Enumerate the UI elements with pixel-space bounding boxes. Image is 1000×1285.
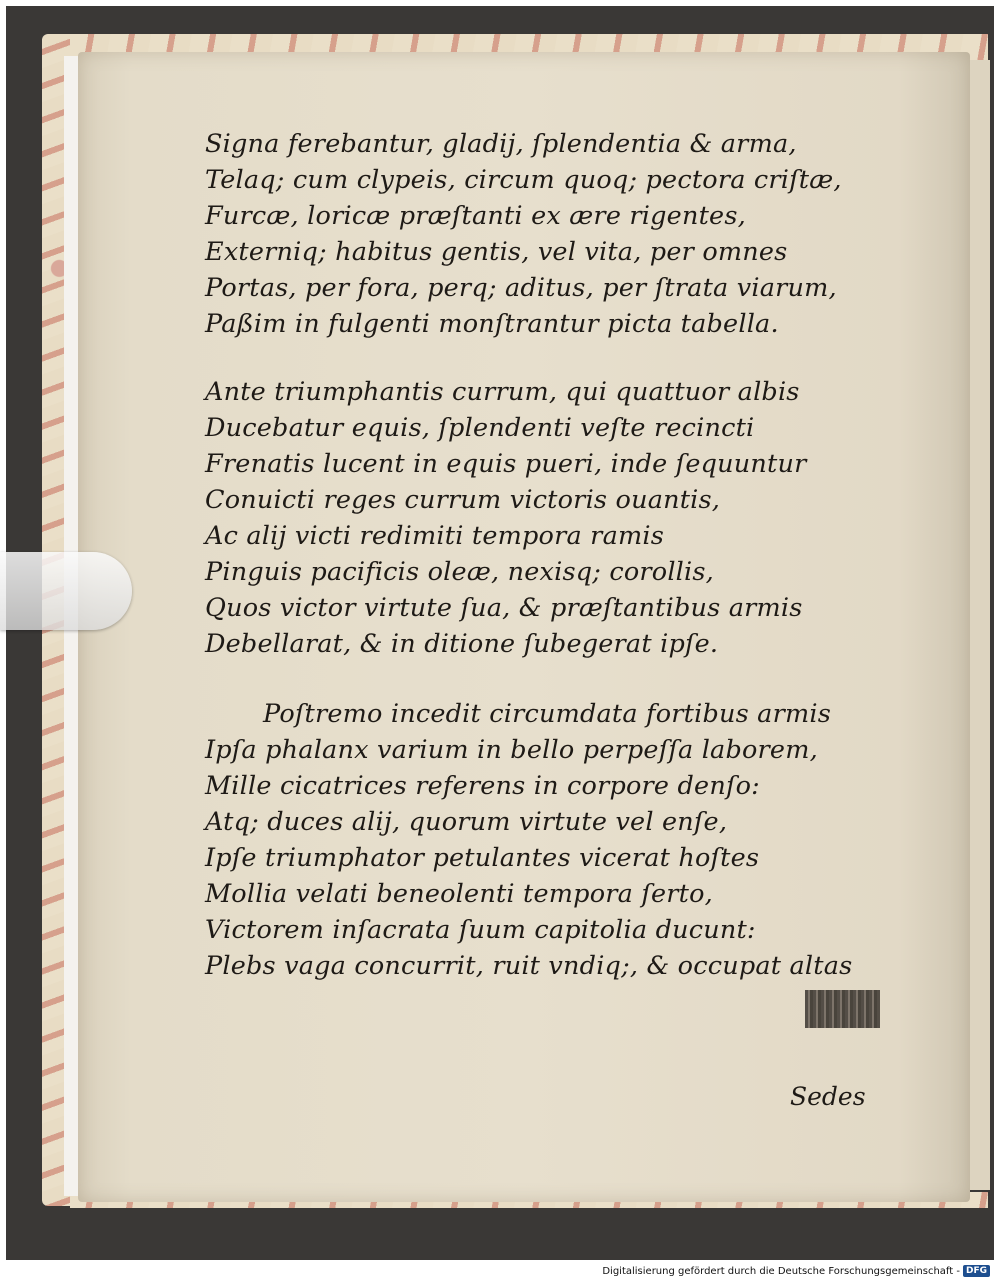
verse-line: Mollia velati beneolenti tempora ſerto, — [205, 879, 713, 909]
verse-line: Ante triumphantis currum, qui quattuor albis — [205, 377, 800, 407]
verse-line: Telaq; cum clypeis, circum quoq; pectora criſtæ, — [205, 165, 842, 195]
verse-line: Conuicti reges currum victoris ouantis, — [205, 485, 721, 515]
verse-line: Paßim in fulgenti monſtrantur picta tabella. — [205, 309, 779, 339]
verse-line: Frenatis lucent in equis pueri, inde ſequuntur — [205, 449, 807, 479]
digitization-credit — [602, 1263, 990, 1279]
verse-line: Ac alij victi redimiti tempora ramis — [205, 521, 664, 551]
verse-line: Portas, per fora, perq; aditus, per ſtrata viarum, — [205, 273, 837, 303]
stanza-3 — [205, 696, 895, 984]
credit-text: Digitalisierung gefördert durch die Deutsche Forschungsgemeinschaft - — [602, 1265, 960, 1277]
verse-line: Quos victor virtute ſua, & præſtantibus armis — [205, 593, 803, 623]
verse-line: Furcæ, loricæ præſtanti ex ære rigentes, — [205, 201, 746, 231]
poem-text — [205, 126, 895, 984]
verse-line: Victorem inſacrata ſuum capitolia ducunt: — [205, 915, 756, 945]
verse-line: Signa ferebantur, gladij, ſplendentia & arma, — [205, 129, 797, 159]
verse-line: Pinguis pacificis oleæ, nexisq; corollis, — [205, 557, 714, 587]
dfg-logo-icon: DFG — [963, 1265, 990, 1277]
verse-line: Debellarat, & in ditione ſubegerat ipſe. — [205, 629, 719, 659]
stanza-2 — [205, 374, 895, 662]
verse-line: Externiq; habitus gentis, vel vita, per omnes — [205, 237, 788, 267]
verse-line: Ducebatur equis, ſplendenti veſte recincti — [205, 413, 755, 443]
catchword: Sedes — [790, 1082, 866, 1111]
verse-line: Mille cicatrices referens in corpore denſo: — [205, 771, 760, 801]
verse-line: Ipſa phalanx varium in bello perpeſſa laborem, — [205, 735, 818, 765]
verse-line: Ipſe triumphator petulantes vicerat hoſtes — [205, 843, 760, 873]
verse-line: Poſtremo incedit circumdata fortibus armis — [263, 699, 831, 729]
verse-line: Atq; duces alij, quorum virtute vel enſe, — [205, 807, 728, 837]
bookmark-tab[interactable] — [0, 552, 132, 630]
stanza-1 — [205, 126, 895, 342]
verse-line: Plebs vaga concurrit, ruit vndiq;, & occupat altas — [205, 951, 853, 981]
library-stamp — [805, 990, 880, 1028]
